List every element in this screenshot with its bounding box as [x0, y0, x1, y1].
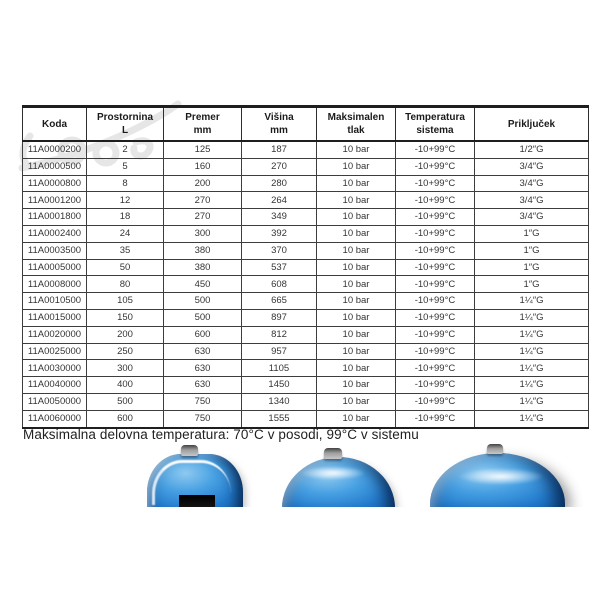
cell-tlak: 10 bar [317, 326, 396, 343]
vessel-valve-cap [487, 444, 503, 454]
col-header-prostornina [87, 107, 164, 142]
cell-visina: 537 [242, 259, 317, 276]
cell-temperatura: -10+99°C [396, 158, 475, 175]
cell-koda: 11A0001800 [23, 209, 87, 226]
col-label: Koda [42, 118, 67, 130]
cell-premer: 750 [164, 410, 242, 427]
col-header-temperatura [396, 107, 475, 142]
col-unit: mm [193, 125, 212, 136]
cell-prikljucek: 1″G [475, 242, 589, 259]
table-row [23, 326, 589, 343]
cell-visina: 392 [242, 225, 317, 242]
col-unit: tlak [347, 125, 365, 136]
cell-temperatura: -10+99°C [396, 209, 475, 226]
cell-koda: 11A0030000 [23, 360, 87, 377]
col-label: Višina [264, 112, 294, 123]
cell-visina: 270 [242, 158, 317, 175]
cell-prostornina: 2 [87, 141, 164, 158]
cell-tlak: 10 bar [317, 242, 396, 259]
cell-koda: 11A0005000 [23, 259, 87, 276]
cell-visina: 665 [242, 293, 317, 310]
cell-prostornina: 400 [87, 377, 164, 394]
cell-temperatura: -10+99°C [396, 276, 475, 293]
cell-tlak: 10 bar [317, 360, 396, 377]
cell-tlak: 10 bar [317, 158, 396, 175]
cell-tlak: 10 bar [317, 259, 396, 276]
cell-prikljucek: 1¼″G [475, 343, 589, 360]
cell-premer: 600 [164, 326, 242, 343]
table-header [23, 107, 589, 142]
cell-prikljucek: 1/2″G [475, 141, 589, 158]
cell-prikljucek: 3/4″G [475, 209, 589, 226]
cell-premer: 630 [164, 343, 242, 360]
table-row [23, 393, 589, 410]
cell-koda: 11A0020000 [23, 326, 87, 343]
cell-tlak: 10 bar [317, 141, 396, 158]
cell-premer: 270 [164, 209, 242, 226]
cell-prostornina: 500 [87, 393, 164, 410]
col-label: Priključek [507, 118, 556, 130]
cell-temperatura: -10+99°C [396, 293, 475, 310]
max-temperature-note: Maksimalna delovna temperatura: 70°C v posodi, 99°C v sistemu [23, 427, 419, 442]
cell-koda: 11A0002400 [23, 225, 87, 242]
cell-premer: 630 [164, 360, 242, 377]
cell-tlak: 10 bar [317, 225, 396, 242]
cell-prikljucek: 1¼″G [475, 309, 589, 326]
cell-koda: 11A0000800 [23, 175, 87, 192]
cell-temperatura: -10+99°C [396, 360, 475, 377]
cell-tlak: 10 bar [317, 293, 396, 310]
cell-temperatura: -10+99°C [396, 326, 475, 343]
vessel-valve-cap [181, 445, 198, 456]
cell-prikljucek: 1¼″G [475, 377, 589, 394]
vessel-image-right [430, 453, 565, 507]
cell-prostornina: 300 [87, 360, 164, 377]
cell-prostornina: 24 [87, 225, 164, 242]
col-header-visina [242, 107, 317, 142]
cell-prikljucek: 1¼″G [475, 393, 589, 410]
cell-premer: 500 [164, 309, 242, 326]
cell-tlak: 10 bar [317, 309, 396, 326]
cell-koda: 11A0060000 [23, 410, 87, 427]
cell-temperatura: -10+99°C [396, 309, 475, 326]
cell-prostornina: 600 [87, 410, 164, 427]
table-row [23, 309, 589, 326]
cell-visina: 608 [242, 276, 317, 293]
cell-prikljucek: 3/4″G [475, 175, 589, 192]
cell-premer: 270 [164, 192, 242, 209]
cell-prikljucek: 1″G [475, 259, 589, 276]
cell-koda: 11A0010500 [23, 293, 87, 310]
cell-premer: 125 [164, 141, 242, 158]
table-row [23, 410, 589, 427]
col-label: Prostornina [96, 112, 154, 123]
cell-koda: 11A0040000 [23, 377, 87, 394]
cell-temperatura: -10+99°C [396, 192, 475, 209]
cell-koda: 11A0000500 [23, 158, 87, 175]
cell-tlak: 10 bar [317, 192, 396, 209]
table-row [23, 360, 589, 377]
cell-prostornina: 200 [87, 326, 164, 343]
cell-temperatura: -10+99°C [396, 343, 475, 360]
cell-prikljucek: 1¼″G [475, 293, 589, 310]
cell-temperatura: -10+99°C [396, 141, 475, 158]
table-row [23, 242, 589, 259]
cell-premer: 160 [164, 158, 242, 175]
cell-prostornina: 35 [87, 242, 164, 259]
col-unit: mm [270, 125, 288, 136]
cell-premer: 750 [164, 393, 242, 410]
cell-koda: 11A0000200 [23, 141, 87, 158]
cell-tlak: 10 bar [317, 393, 396, 410]
cell-visina: 280 [242, 175, 317, 192]
cell-premer: 300 [164, 225, 242, 242]
table-row [23, 377, 589, 394]
col-header-koda [23, 107, 87, 142]
cell-prikljucek: 1″G [475, 225, 589, 242]
table-row [23, 192, 589, 209]
cell-prostornina: 5 [87, 158, 164, 175]
cell-tlak: 10 bar [317, 209, 396, 226]
cell-temperatura: -10+99°C [396, 225, 475, 242]
cell-visina: 264 [242, 192, 317, 209]
col-label: Maksimalen [327, 112, 385, 123]
cell-prostornina: 50 [87, 259, 164, 276]
cell-temperatura: -10+99°C [396, 175, 475, 192]
cell-premer: 450 [164, 276, 242, 293]
table-row [23, 225, 589, 242]
cell-visina: 957 [242, 343, 317, 360]
cell-visina: 812 [242, 326, 317, 343]
cell-premer: 630 [164, 377, 242, 394]
cell-tlak: 10 bar [317, 175, 396, 192]
table-row [23, 293, 589, 310]
cell-tlak: 10 bar [317, 276, 396, 293]
cell-visina: 1105 [242, 360, 317, 377]
table-row [23, 175, 589, 192]
cell-koda: 11A0001200 [23, 192, 87, 209]
cell-visina: 1555 [242, 410, 317, 427]
cell-prikljucek: 1″G [475, 276, 589, 293]
col-header-tlak [317, 107, 396, 142]
cell-koda: 11A0003500 [23, 242, 87, 259]
col-header-prikljucek [475, 107, 589, 142]
vessel-highlight [300, 466, 366, 480]
col-header-premer [164, 107, 242, 142]
cell-visina: 370 [242, 242, 317, 259]
spec-table [22, 105, 589, 429]
cell-koda: 11A0008000 [23, 276, 87, 293]
cell-prikljucek: 1¼″G [475, 410, 589, 427]
cell-visina: 1340 [242, 393, 317, 410]
cell-prostornina: 150 [87, 309, 164, 326]
col-unit: sistema [416, 125, 454, 136]
header-row [23, 107, 589, 142]
col-unit: L [121, 125, 129, 136]
cell-premer: 200 [164, 175, 242, 192]
table-row [23, 141, 589, 158]
cell-premer: 500 [164, 293, 242, 310]
table-row [23, 276, 589, 293]
table-row [23, 259, 589, 276]
cell-prikljucek: 1¼″G [475, 326, 589, 343]
cell-prostornina: 80 [87, 276, 164, 293]
cell-prikljucek: 3/4″G [475, 192, 589, 209]
cell-prostornina: 8 [87, 175, 164, 192]
vessel-valve-cap [324, 448, 342, 459]
cell-premer: 380 [164, 259, 242, 276]
cell-visina: 1450 [242, 377, 317, 394]
cell-visina: 349 [242, 209, 317, 226]
cell-visina: 187 [242, 141, 317, 158]
cell-temperatura: -10+99°C [396, 242, 475, 259]
cell-prikljucek: 1¼″G [475, 360, 589, 377]
cell-koda: 11A0050000 [23, 393, 87, 410]
vessel-black-label [179, 495, 215, 507]
cell-temperatura: -10+99°C [396, 410, 475, 427]
cell-temperatura: -10+99°C [396, 259, 475, 276]
cell-tlak: 10 bar [317, 343, 396, 360]
table-row [23, 343, 589, 360]
vessel-image-left [147, 454, 243, 507]
col-label: Temperatura [405, 112, 465, 123]
col-label: Premer [185, 112, 220, 123]
product-photo-strip [0, 444, 600, 507]
cell-temperatura: -10+99°C [396, 393, 475, 410]
vessel-image-middle [282, 457, 395, 507]
cell-temperatura: -10+99°C [396, 377, 475, 394]
table-body [23, 141, 589, 428]
table-row [23, 209, 589, 226]
cell-koda: 11A0015000 [23, 309, 87, 326]
cell-tlak: 10 bar [317, 377, 396, 394]
cell-prikljucek: 3/4″G [475, 158, 589, 175]
cell-prostornina: 105 [87, 293, 164, 310]
cell-koda: 11A0025000 [23, 343, 87, 360]
vessel-highlight [458, 468, 544, 485]
cell-premer: 380 [164, 242, 242, 259]
cell-prostornina: 18 [87, 209, 164, 226]
cell-prostornina: 12 [87, 192, 164, 209]
cell-tlak: 10 bar [317, 410, 396, 427]
cell-prostornina: 250 [87, 343, 164, 360]
cell-visina: 897 [242, 309, 317, 326]
table-row [23, 158, 589, 175]
